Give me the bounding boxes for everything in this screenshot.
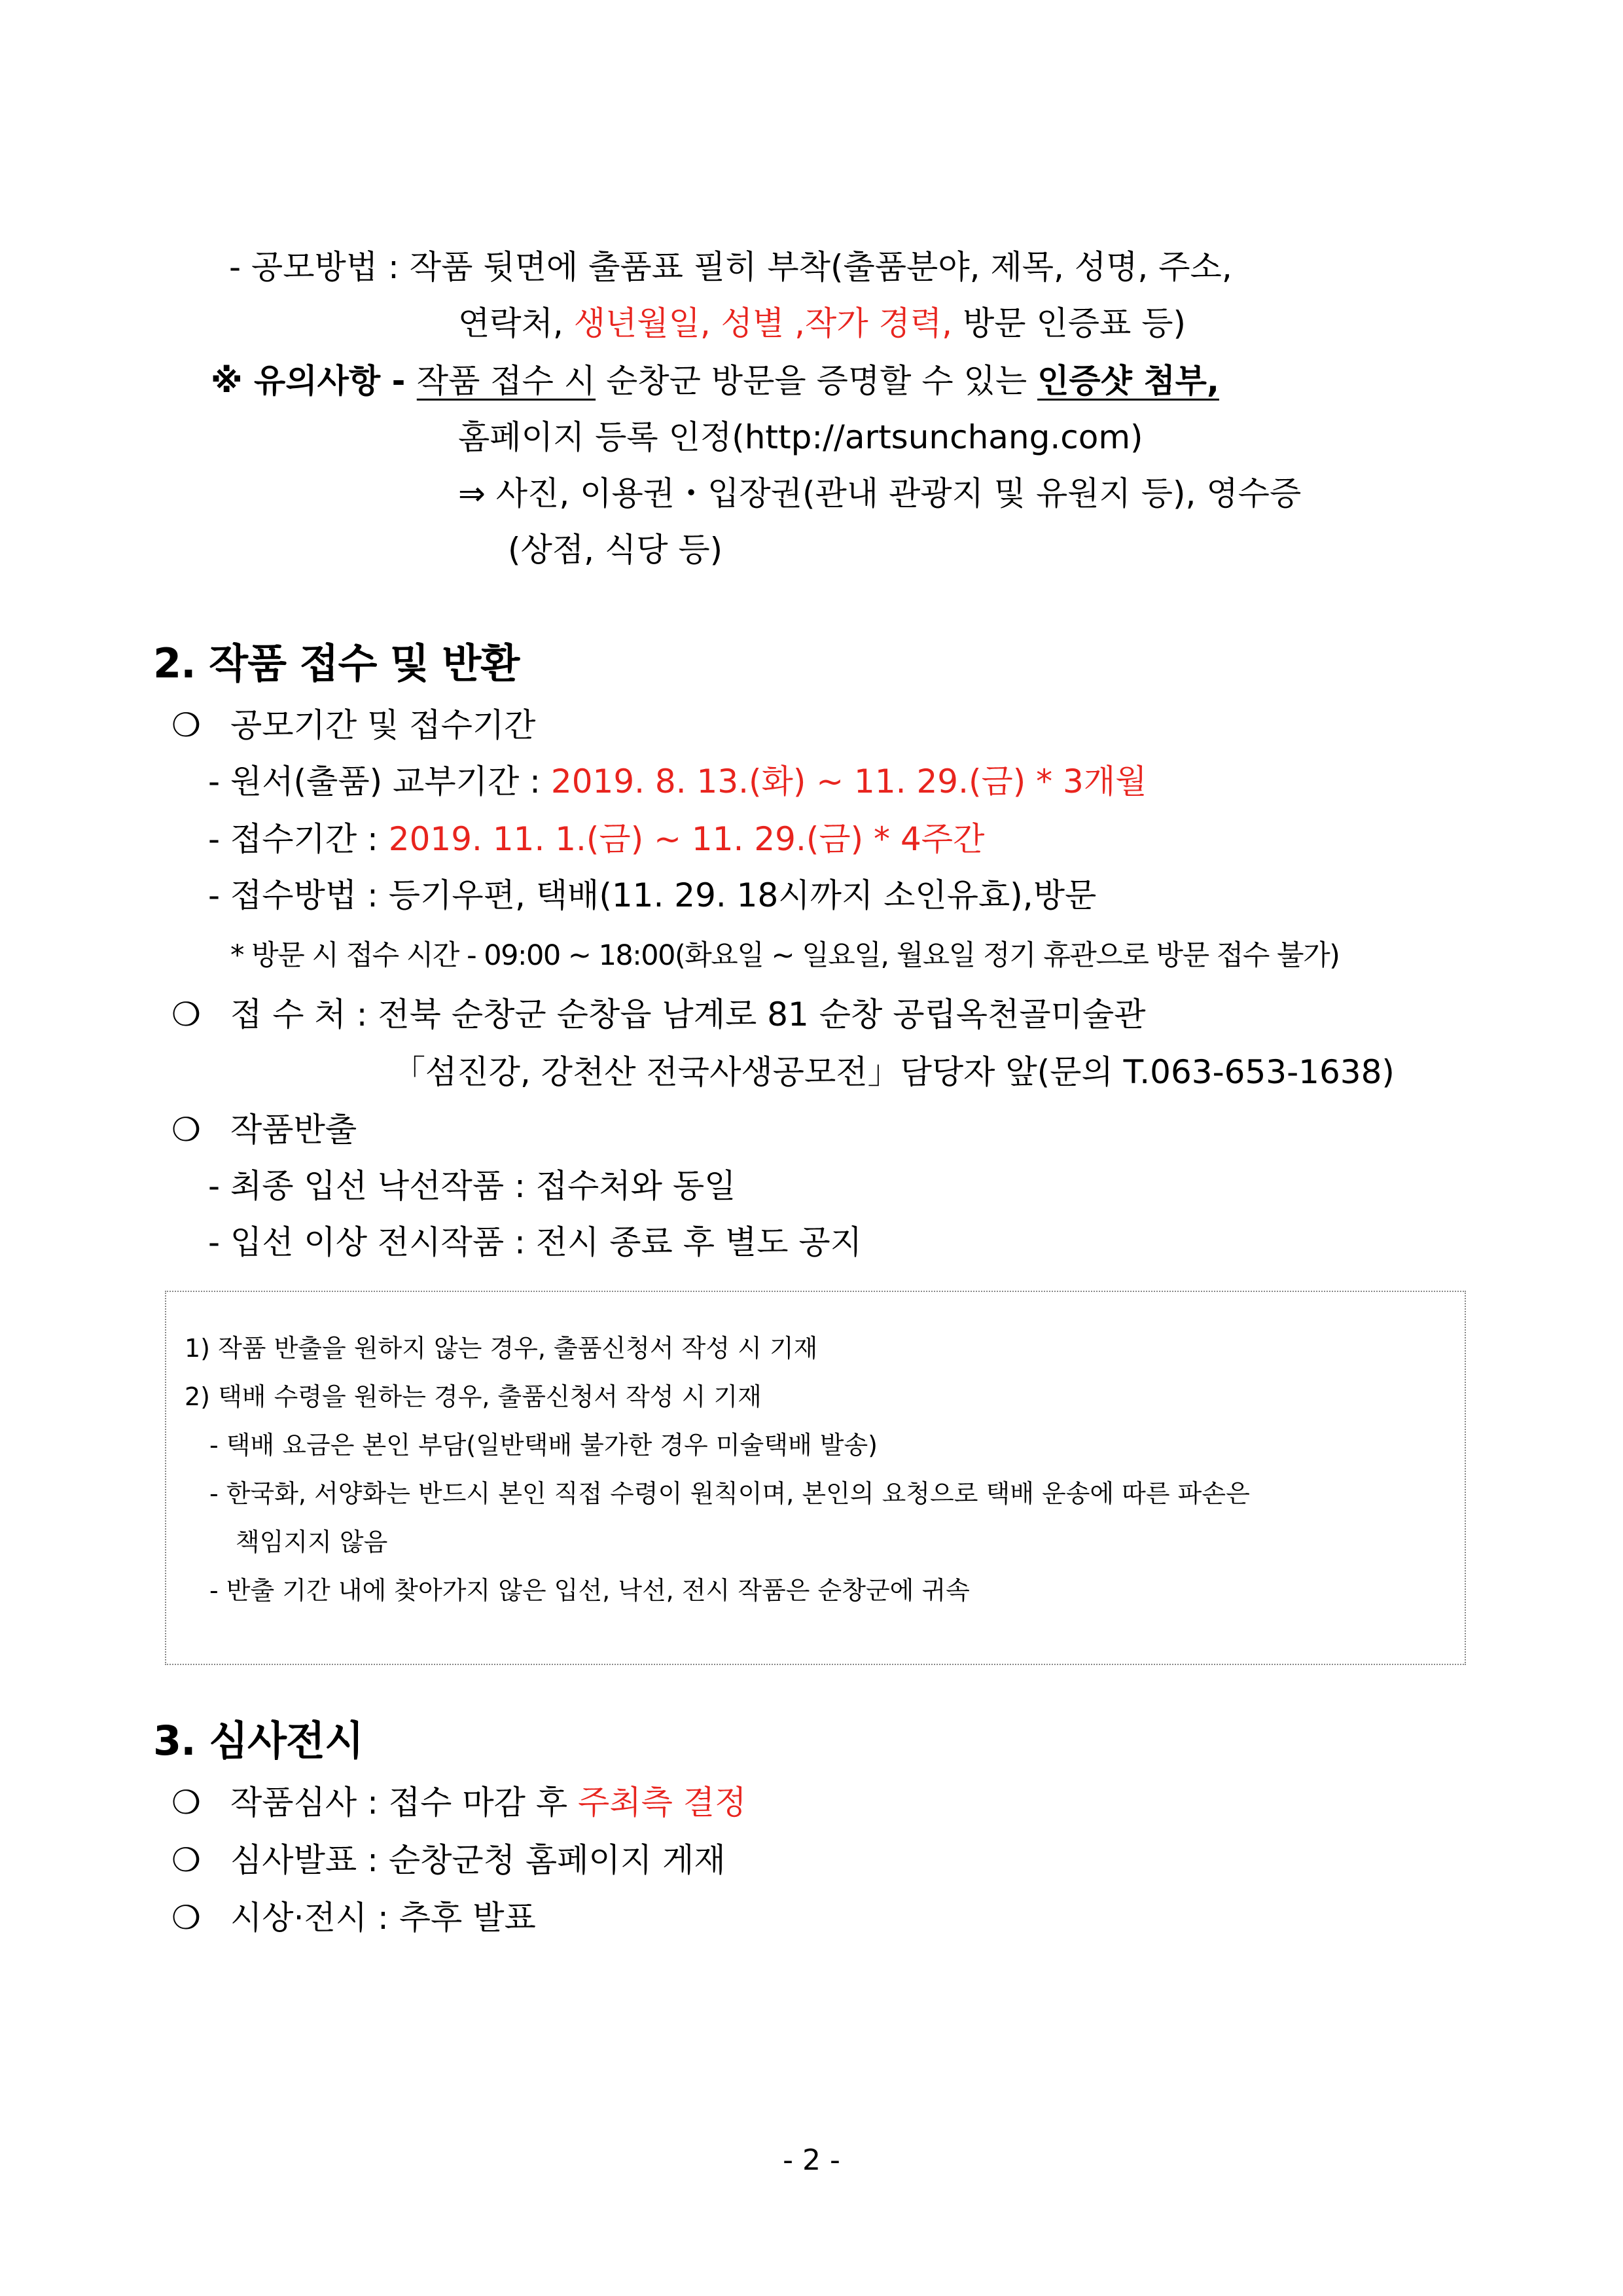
note-4: - 한국화, 서양화는 반드시 본인 직접 수령이 원칙이며, 본인의 요청으로 택배 운송에 따른 파손은 (209, 1479, 1250, 1508)
judge-label: 작품심사 : 접수 마감 후 (230, 1784, 579, 1821)
judge-value: 주최측 결정 (578, 1784, 747, 1821)
receipt-period-value: 2019. 11. 1.(금) ~ 11. 29.(금) * 4주간 (388, 820, 985, 858)
bullet-icon: ❍ (171, 1111, 201, 1149)
caution-underlined-text: 작품 접수 시 (416, 362, 596, 400)
caution-proof-text: 인증샷 첨부, (1037, 362, 1219, 400)
note-3: - 택배 요금은 본인 부담(일반택배 불가한 경우 미술택배 발송) (209, 1431, 878, 1460)
receipt-method: - 접수방법 : 등기우편, 택배(11. 29. 18시까지 소인유효),방문 (208, 876, 1097, 914)
period-title-line (171, 706, 536, 745)
bullet-icon: ❍ (171, 1899, 201, 1937)
award-line (171, 1898, 536, 1937)
caution-homepage-text: 홈페이지 등록 인정(http://artsunchang.com) (458, 418, 1143, 456)
announce-text: 심사발표 : 순창군청 홈페이지 게재 (230, 1841, 726, 1879)
caution-examples-text: ⇒ 사진, 이용권・입장권(관내 관광지 및 유원지 등), 영수증 (458, 475, 1302, 512)
place-line-1 (171, 995, 1146, 1034)
method-visit-text: 방문 인증표 등) (952, 304, 1186, 342)
section-2-heading: 2. 작품 접수 및 반환 (153, 639, 520, 687)
note-5: - 반출 기간 내에 찾아가지 않은 입선, 낙선, 전시 작품은 순창군에 귀속 (209, 1576, 970, 1605)
method-contact-text: 연락처, (458, 304, 574, 342)
caution-examples-cont: (상점, 식당 등) (508, 531, 723, 569)
award-text: 시상·전시 : 추후 발표 (230, 1899, 536, 1937)
return-title-line (171, 1110, 357, 1149)
method-line-1 (229, 247, 1232, 287)
form-period-line (208, 762, 1147, 801)
period-title: 공모기간 및 접수기간 (230, 706, 536, 744)
method-required-fields: 생년월일, 성별 ,작가 경력, (573, 304, 953, 342)
judge-line (171, 1783, 746, 1822)
method-label: - 공모방법 : (229, 248, 410, 286)
caution-line-1 (211, 361, 1219, 401)
page-number: - 2 - (783, 2144, 840, 2177)
bullet-icon: ❍ (171, 996, 201, 1033)
note-1: 1) 작품 반출을 원하지 않는 경우, 출품신청서 작성 시 기재 (185, 1334, 818, 1363)
form-period-value: 2019. 8. 13.(화) ~ 11. 29.(금) * 3개월 (550, 762, 1147, 800)
receipt-period-line (208, 819, 984, 859)
return-item-exhibited: - 입선 이상 전시작품 : 전시 종료 후 별도 공지 (208, 1223, 863, 1261)
return-item-rejected: - 최종 입선 낙선작품 : 접수처와 동일 (208, 1167, 736, 1205)
bullet-icon: ❍ (171, 1784, 201, 1821)
bullet-icon: ❍ (171, 706, 201, 744)
announce-line (171, 1840, 726, 1880)
caution-label: ※ 유의사항 - (211, 362, 417, 400)
place-contact: 「섬진강, 강천산 전국사생공모전」담당자 앞(문의 T.063-653-1638) (393, 1053, 1395, 1091)
bullet-icon: ❍ (171, 1841, 201, 1879)
note-4-cont: 책임지지 않음 (236, 1528, 388, 1556)
caution-text: 순창군 방문을 증명할 수 있는 (596, 362, 1038, 400)
note-2: 2) 택배 수령을 원하는 경우, 출품신청서 작성 시 기재 (185, 1382, 762, 1411)
method-line-2 (458, 304, 1186, 343)
receipt-period-label: - 접수기간 : (208, 820, 389, 858)
place-address: 접 수 처 : 전북 순창군 순창읍 남계로 81 순창 공립옥천골미술관 (230, 996, 1146, 1033)
visit-time-note: * 방문 시 접수 시간 - 09:00 ~ 18:00(화요일 ~ 일요일, 월요일 정기 휴관으로 방문 접수 불가) (230, 939, 1340, 972)
form-period-label: - 원서(출품) 교부기간 : (208, 762, 551, 800)
notes-box (165, 1291, 1466, 1665)
section-3-heading: 3. 심사전시 (153, 1717, 363, 1765)
return-title: 작품반출 (230, 1111, 357, 1149)
method-text: 작품 뒷면에 출품표 필히 부착(출품분야, 제목, 성명, 주소, (409, 248, 1232, 286)
